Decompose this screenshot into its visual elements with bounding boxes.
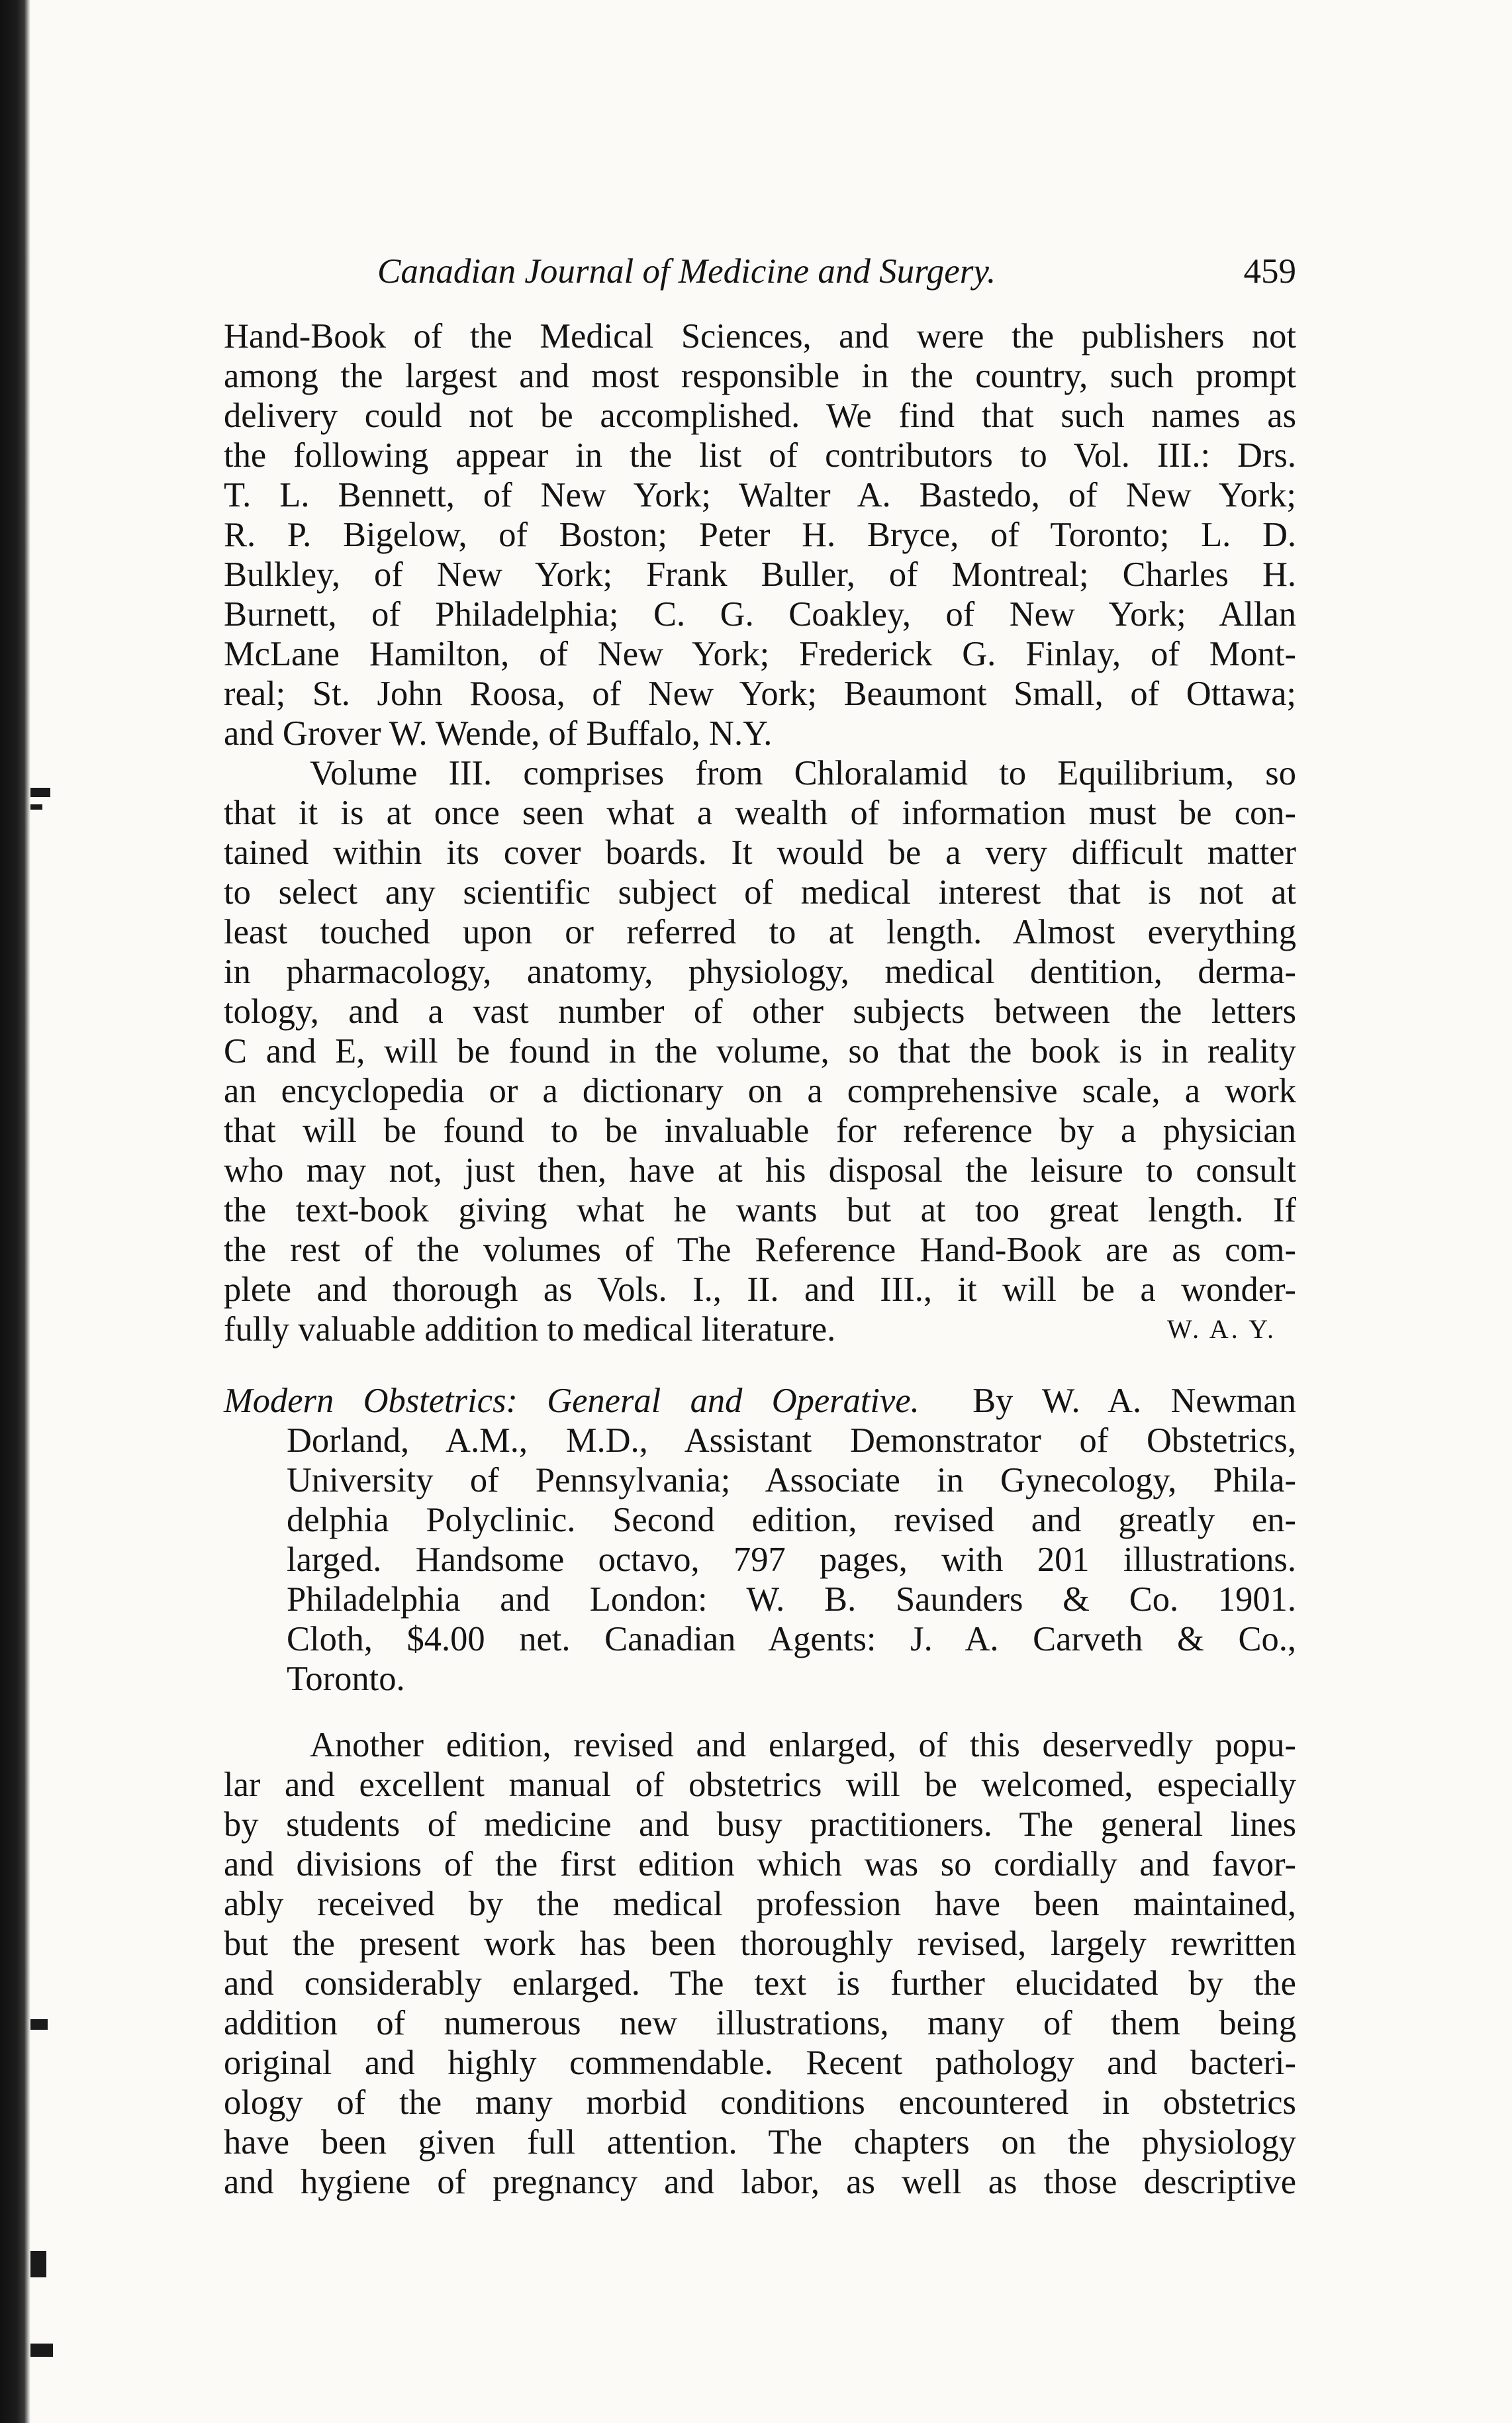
text-line: Burnett, of Philadelphia; C. G. Coakley, of New York; Allan	[224, 595, 1296, 634]
scan-artifact	[30, 2251, 46, 2277]
book-author-lead: By W. A. Newman	[972, 1382, 1296, 1420]
text-line: plete and thorough as Vols. I., II. and III., it will be a wonder-	[224, 1270, 1296, 1309]
review-paragraph-volume-three	[224, 753, 1296, 1349]
text-line: that will be found to be invaluable for reference by a physician	[224, 1112, 1296, 1150]
text-line: and divisions of the first edition which was so cordially and favor-	[224, 1845, 1296, 1883]
text-line: in pharmacology, anatomy, physiology, medical dentition, derma-	[224, 953, 1296, 991]
text-line: Volume III. comprises from Chloralamid to Equilibrium, so	[310, 754, 1296, 792]
text-line: Another edition, revised and enlarged, of this deservedly popu-	[310, 1726, 1296, 1764]
text-line: delphia Polyclinic. Second edition, revised and greatly en-	[287, 1501, 1296, 1539]
text-line: the rest of the volumes of The Reference Hand-Book are as com-	[224, 1231, 1296, 1269]
text-line: Philadelphia and London: W. B. Saunders & Co. 1901.	[287, 1580, 1296, 1619]
book-title: Modern Obstetrics: General and Operative.	[224, 1382, 920, 1420]
text-line: T. L. Bennett, of New York; Walter A. Bastedo, of New York;	[224, 476, 1296, 514]
text-line: Hand-Book of the Medical Sciences, and were the publishers not	[224, 317, 1296, 356]
text-line: R. P. Bigelow, of Boston; Peter H. Bryce, of Toronto; L. D.	[224, 516, 1296, 554]
scan-binding-edge	[0, 0, 30, 2423]
text-line: Bulkley, of New York; Frank Buller, of Montreal; Charles H.	[224, 555, 1296, 594]
text-line: real; St. John Roosa, of New York; Beaumont Small, of Ottawa;	[224, 675, 1296, 713]
text-line: least touched upon or referred to at length. Almost everything	[224, 913, 1296, 951]
text-line: have been given full attention. The chapters on the physiology	[224, 2123, 1296, 2162]
text-line: ably received by the medical profession have been maintained,	[224, 1885, 1296, 1923]
scan-artifact	[30, 804, 42, 810]
scan-artifact	[30, 788, 50, 797]
running-head-title: Canadian Journal of Medicine and Surgery.	[377, 252, 996, 291]
text-line: original and highly commendable. Recent pathology and bacteri-	[224, 2044, 1296, 2082]
text-line: McLane Hamilton, of New York; Frederick G. Finlay, of Mont-	[224, 635, 1296, 673]
scan-artifact	[30, 2019, 48, 2030]
text-line: delivery could not be accomplished. We find that such names as	[224, 397, 1296, 435]
text-line: Cloth, $4.00 net. Canadian Agents: J. A. Carveth & Co.,	[287, 1620, 1296, 1658]
text-line: Toronto.	[287, 1660, 405, 1698]
text-line: and considerably enlarged. The text is further elucidated by the	[224, 1964, 1296, 2003]
text-line: who may not, just then, have at his disposal the leisure to consult	[224, 1151, 1296, 1190]
text-line: that it is at once seen what a wealth of information must be con-	[224, 794, 1296, 832]
text-line: addition of numerous new illustrations, many of them being	[224, 2004, 1296, 2042]
text-line: and hygiene of pregnancy and labor, as well as those descriptive	[224, 2163, 1296, 2201]
scan-artifact	[30, 2344, 53, 2357]
review-paragraph-contributors	[224, 316, 1296, 753]
text-line: among the largest and most responsible in the country, such prompt	[224, 357, 1296, 395]
journal-page	[224, 245, 1296, 2202]
text-line: an encyclopedia or a dictionary on a comprehensive scale, a work	[224, 1072, 1296, 1110]
text-line: to select any scientific subject of medical interest that is not at	[224, 873, 1296, 912]
text-line: the text-book giving what he wants but at too great length. If	[224, 1191, 1296, 1229]
text-line: lar and excellent manual of obstetrics will be welcomed, especially	[224, 1766, 1296, 1804]
text-line-content: fully valuable addition to medical literature.	[224, 1310, 836, 1349]
text-line: and Grover W. Wende, of Buffalo, N.Y.	[224, 714, 773, 753]
book-citation-heading	[224, 1381, 1296, 1421]
review-paragraph-obstetrics	[224, 1725, 1296, 2202]
text-line: University of Pennsylvania; Associate in Gynecology, Phila-	[287, 1461, 1296, 1499]
text-line: larged. Handsome octavo, 797 pages, with 201 illustrations.	[287, 1541, 1296, 1579]
text-line: tology, and a vast number of other subjects between the letters	[224, 992, 1296, 1031]
reviewer-signature: W. A. Y.	[1166, 1314, 1276, 1344]
text-line: C and E, will be found in the volume, so that the book is in reality	[224, 1032, 1296, 1070]
running-head	[224, 245, 1296, 298]
text-line: ology of the many morbid conditions encountered in obstetrics	[224, 2083, 1296, 2122]
text-line: by students of medicine and busy practitioners. The general lines	[224, 1805, 1296, 1844]
book-citation	[224, 1381, 1296, 1699]
text-line: the following appear in the list of contributors to Vol. III.: Drs.	[224, 436, 1296, 475]
section-spacer	[224, 1699, 1296, 1725]
text-line	[224, 1309, 1296, 1349]
section-spacer	[224, 1349, 1296, 1381]
text-line: but the present work has been thoroughly revised, largely rewritten	[224, 1924, 1296, 1963]
text-line: Dorland, A.M., M.D., Assistant Demonstrator of Obstetrics,	[287, 1421, 1296, 1460]
page-number: 459	[1243, 252, 1296, 291]
text-line: tained within its cover boards. It would be a very difficult matter	[224, 833, 1296, 872]
